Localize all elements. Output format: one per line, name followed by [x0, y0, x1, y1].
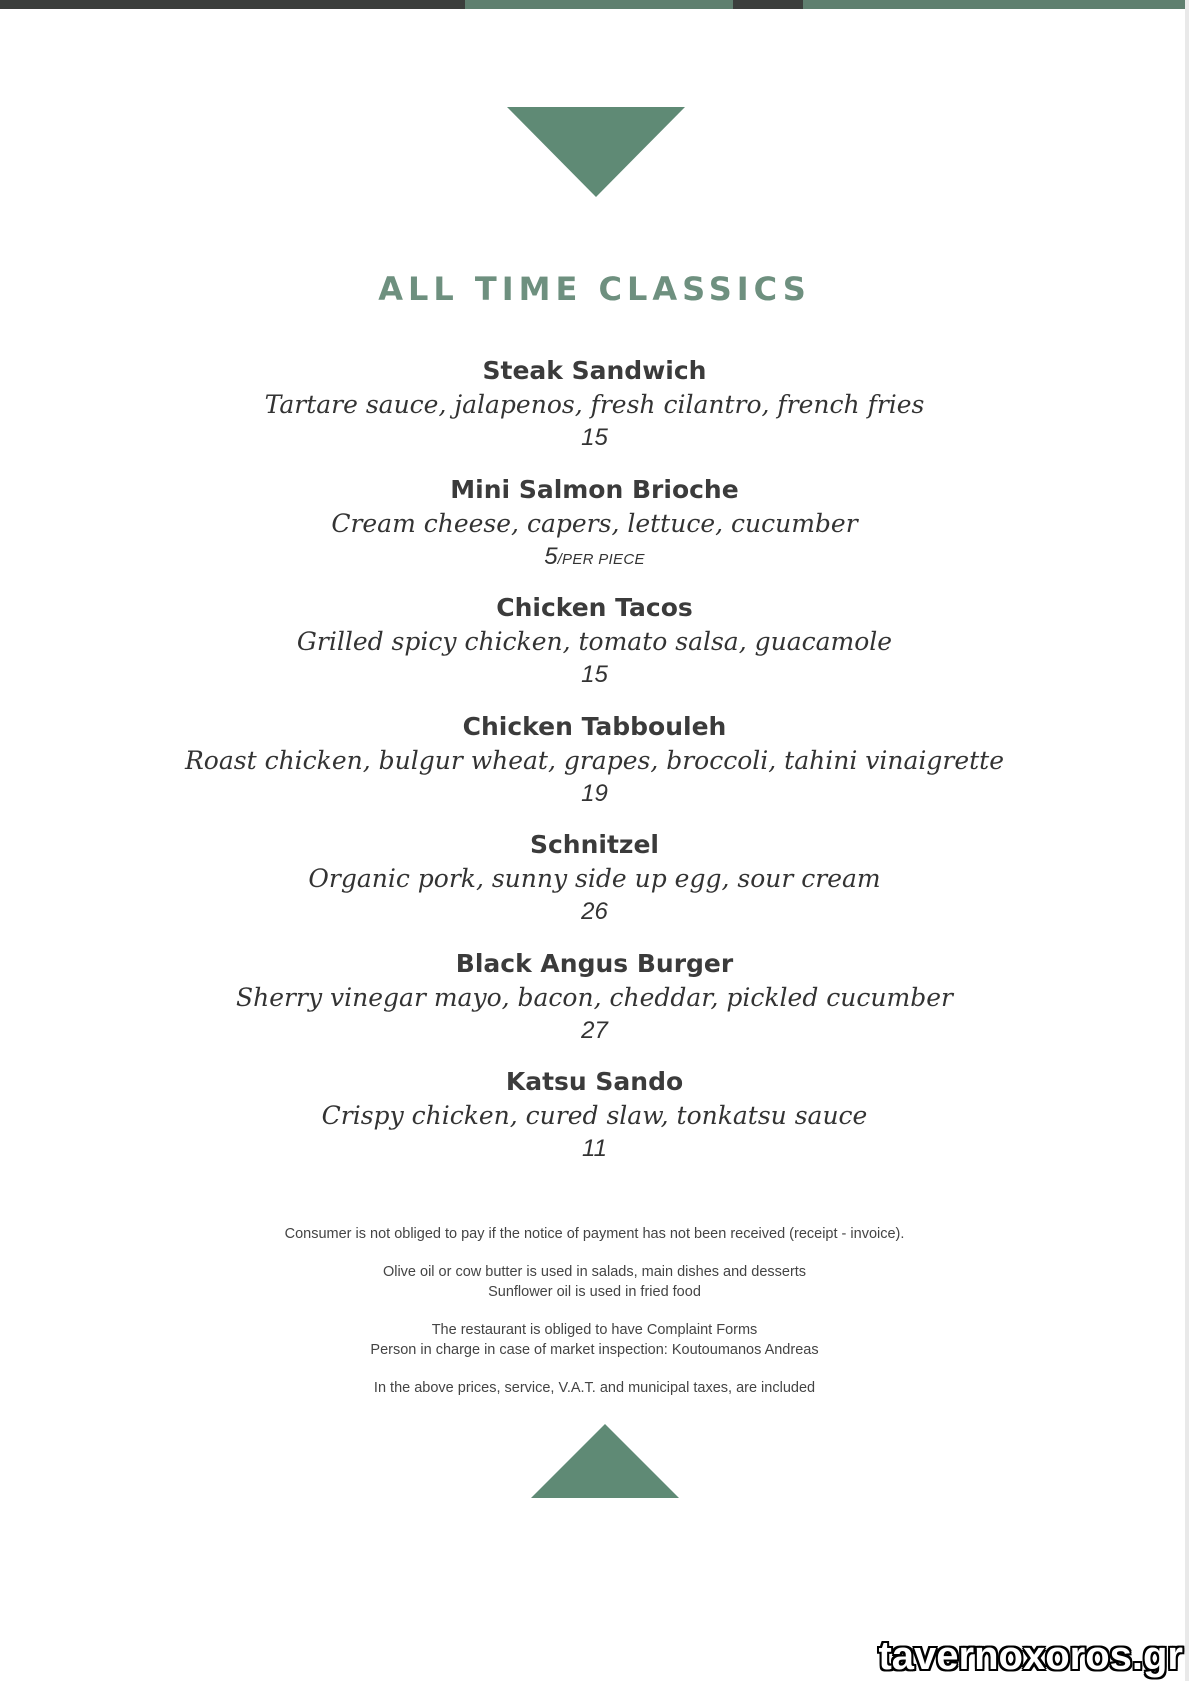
item-name: Chicken Tabbouleh	[462, 711, 727, 741]
item-price: 5	[544, 542, 558, 570]
menu-item	[0, 354, 1189, 473]
menu-item	[0, 473, 1189, 592]
payment-note-text: Consumer is not obliged to pay if the notice of payment has not been received (receipt - invoice).	[284, 1226, 905, 1242]
triangle-up-ornament	[531, 1424, 679, 1498]
item-name: Schnitzel	[529, 830, 660, 859]
payment-note	[0, 1224, 1189, 1244]
item-description: Organic pork, sunny side up egg, sour cream	[308, 864, 881, 893]
item-price: 11	[582, 1135, 607, 1162]
oil-note-line-2: Sunflower oil is used in fried food	[488, 1284, 701, 1300]
top-edge-accent	[803, 0, 1189, 9]
item-description: Crispy chicken, cured slaw, tonkatsu sauce	[321, 1101, 868, 1130]
item-price: 26	[581, 898, 608, 925]
item-name: Steak Sandwich	[482, 356, 707, 385]
section-title: ALL TIME CLASSICS	[378, 270, 811, 308]
item-price-line	[0, 541, 1189, 576]
item-description: Roast chicken, bulgur wheat, grapes, broccoli, tahini vinaigrette	[184, 745, 1005, 775]
complaint-note-line-1: The restaurant is obliged to have Complaint Forms	[431, 1322, 758, 1338]
item-price-line	[0, 422, 1189, 457]
item-description: Cream cheese, capers, lettuce, cucumber	[331, 508, 858, 538]
item-price: 19	[581, 779, 608, 807]
item-price: 15	[581, 424, 608, 451]
item-unit: /PER PIECE	[557, 550, 645, 568]
complaint-note	[0, 1320, 1189, 1360]
item-name: Katsu Sando	[505, 1067, 684, 1096]
legal-notes	[0, 1224, 1189, 1416]
top-edge-accent	[465, 0, 733, 9]
watermark: tavernoxoros.gr	[878, 1634, 1183, 1678]
item-description: Grilled spicy chicken, tomato salsa, guacamole	[296, 627, 893, 656]
item-name: Black Angus Burger	[455, 948, 734, 978]
oil-note	[0, 1262, 1189, 1302]
menu-item	[0, 1065, 1189, 1184]
item-price-line	[0, 896, 1189, 931]
menu-item	[0, 591, 1189, 710]
triangle-down-ornament	[507, 107, 685, 197]
menu-item	[0, 947, 1189, 1066]
menu-item	[0, 710, 1189, 829]
item-price-line	[0, 1015, 1189, 1050]
item-price-line	[0, 1133, 1189, 1168]
menu-list	[0, 354, 1189, 1184]
menu-item	[0, 828, 1189, 947]
oil-note-line-1: Olive oil or cow butter is used in salads, main dishes and desserts	[382, 1264, 807, 1280]
complaint-note-line-2: Person in charge in case of market inspection: Koutoumanos Andreas	[370, 1342, 819, 1358]
item-price: 15	[581, 661, 608, 688]
item-price-line	[0, 659, 1189, 694]
item-description: Sherry vinegar mayo, bacon, cheddar, pickled cucumber	[236, 982, 953, 1012]
item-name: Mini Salmon Brioche	[450, 474, 739, 504]
item-price-line	[0, 778, 1189, 813]
item-name: Chicken Tacos	[496, 593, 693, 622]
item-price: 27	[581, 1016, 608, 1044]
item-description: Tartare sauce, jalapenos, fresh cilantro, french fries	[264, 390, 925, 419]
taxes-note-text: In the above prices, service, V.A.T. and municipal taxes, are included	[373, 1380, 816, 1396]
taxes-note	[0, 1378, 1189, 1398]
top-edge-bar	[0, 0, 1189, 9]
